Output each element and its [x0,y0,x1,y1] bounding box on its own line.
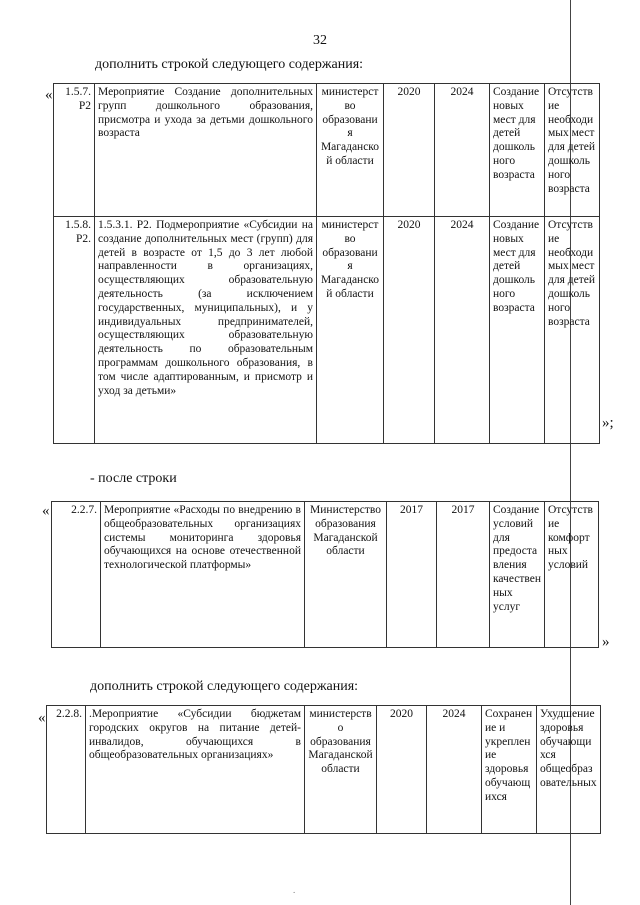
open-quote-1: « [45,87,53,103]
row-end-year: 2024 [435,217,490,444]
close-quote-1: »; [602,415,614,431]
table-section-3 [46,705,601,834]
row-start-year: 2020 [384,84,435,217]
row-start-year: 2020 [377,706,427,834]
row-number: 1.5.7. Р2 [54,84,95,217]
table-row [47,706,601,834]
row-result: Сохранение и укрепление здоровья обучающихся [482,706,537,834]
open-quote-3: « [38,710,46,726]
row-result: Создание новых мест для детей дошкольного возраста [490,84,545,217]
row-problem: Отсутствие необходимых мест для детей дошкольного возраста [545,217,600,444]
row-description: Мероприятие Создание дополнительных групп дошкольного образования, присмотра и ухода за детьми дошкольного возраста [95,84,317,217]
row-start-year: 2020 [384,217,435,444]
row-problem: Ухудшение здоровья обучающихся общеобразовательных [537,706,601,834]
page-number: 32 [313,33,327,48]
intro-text-3: дополнить строкой следующего содержания: [90,679,359,694]
row-responsible: Министерство образования Магаданской области [305,502,387,648]
table-row [52,502,599,648]
row-end-year: 2024 [427,706,482,834]
row-result: Создание условий для предоставления качественных услуг [490,502,545,648]
row-problem: Отсутствие комфортных условий [545,502,599,648]
row-description: Мероприятие «Расходы по внедрению в общеобразовательных организациях системы мониторинга здоровья обучающихся на основе отечественной технологической платформы» [101,502,305,648]
row-number: 2.2.7. [52,502,101,648]
table-section-2 [51,501,599,648]
intro-text-1: дополнить строкой следующего содержания: [95,57,364,72]
row-end-year: 2024 [435,84,490,217]
row-responsible: министерство образования Магаданской области [305,706,377,834]
row-responsible: министерство образования Магаданской области [317,84,384,217]
row-description: .Мероприятие «Субсидии бюджетам городских округов на питание детей-инвалидов, обучающихся в общеобразовательных организациях» [86,706,305,834]
table-row [54,217,600,444]
row-number: 1.5.8. Р2. [54,217,95,444]
close-quote-2: » [602,634,610,650]
row-result: Создание новых мест для детей дошкольного возраста [490,217,545,444]
row-number: 2.2.8. [47,706,86,834]
open-quote-2: « [42,503,50,519]
row-problem: Отсутствие необходимых мест для детей дошкольного возраста [545,84,600,217]
footer-mark: . [293,885,296,895]
row-start-year: 2017 [387,502,437,648]
row-description: 1.5.3.1. Р2. Подмероприятие «Субсидии на создание дополнительных мест (групп) для детей в возрасте от 1,5 до 3 лет любой направленности в организациях, осуществляющих образовательную деятельность (за исключением государственных, муниципальных), и у индивидуальных предпринимателей, осуществляющих образовательную деятельность по образовательным программам дошкольного образования, в том числе адаптированным, и присмотр и уход за детьми» [95,217,317,444]
row-responsible: министерство образования Магаданской области [317,217,384,444]
table-section-1 [53,83,600,444]
row-end-year: 2017 [437,502,490,648]
intro-text-2: - после строки [90,471,177,486]
table-row [54,84,600,217]
